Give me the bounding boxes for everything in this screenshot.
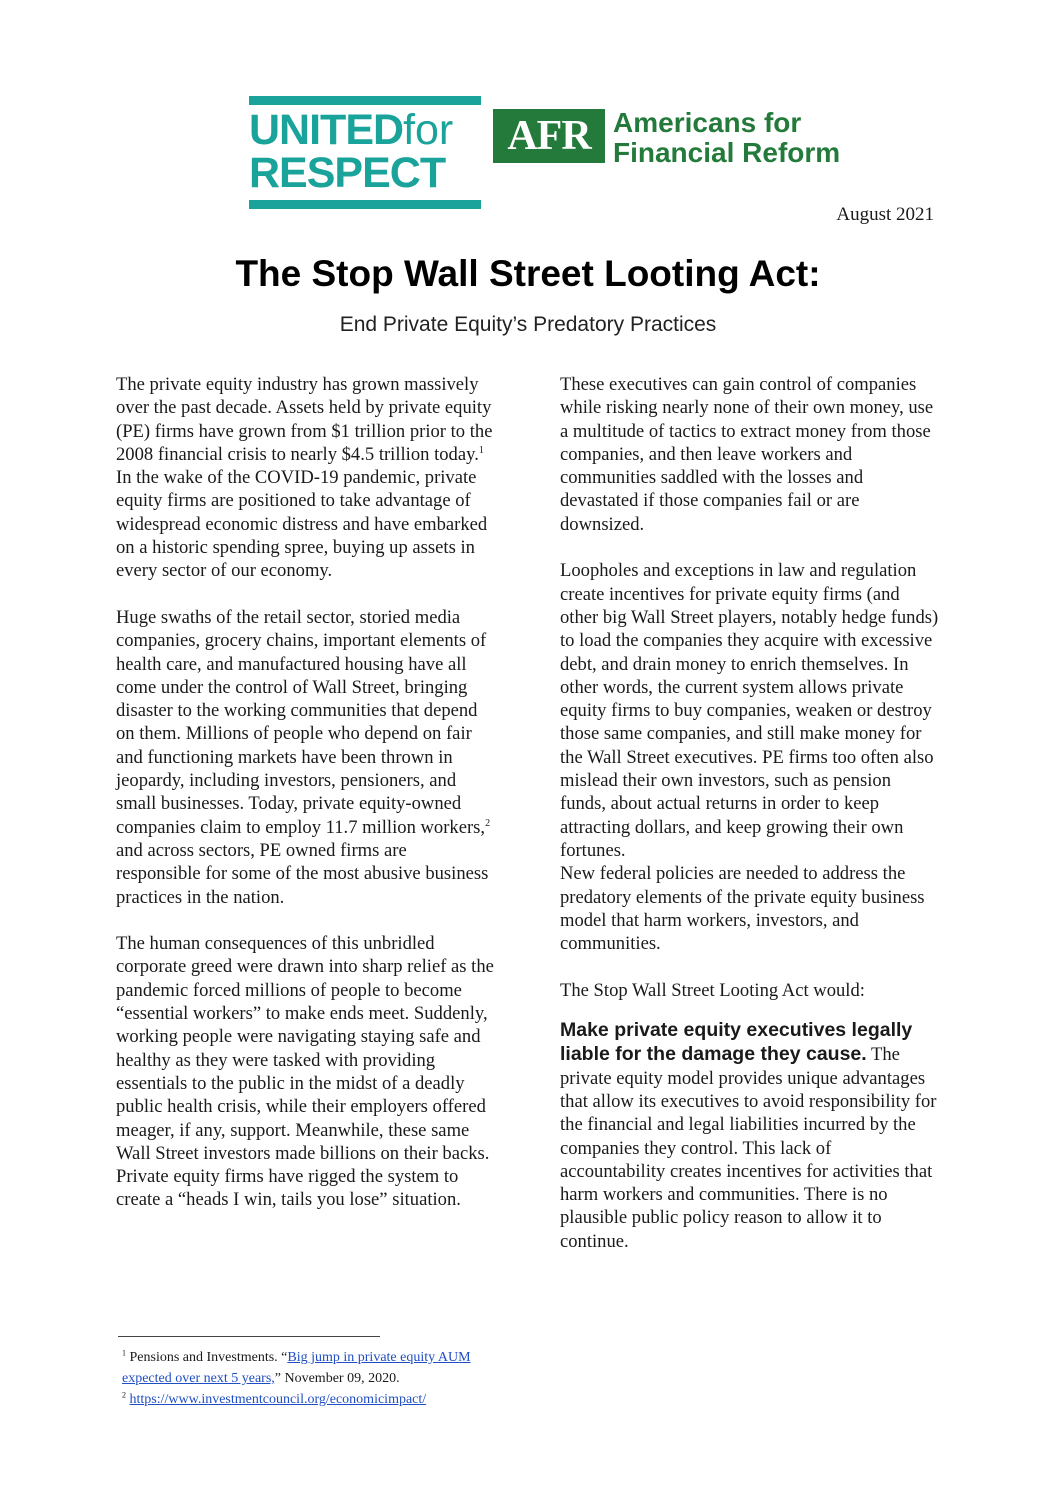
paragraph: Loopholes and exceptions in law and regulation create incentives for private equity firms (and other big Wall Street players, notably hedge funds) to load the companies they acquire with excessive debt, and drain money to enrich themselves. In other words, the current system allows private equity firms to buy companies, weaken or destroy those same companies, and still make money for the Wall Street executives. PE firms too often also mislead their own investors, such as pension funds, about actual returns in order to keep attracting dollars, and keep growing their own fortunes.: [560, 560, 939, 861]
header-logos: [249, 96, 869, 211]
paragraph: Huge swaths of the retail sector, storied media companies, grocery chains, important elements of health care, and manufactured housing have all come under the control of Wall Street, bringing disaster to the working communities that depend on them. Millions of people who depend on fair and functioning markets have been thrown in jeopardy, including investors, pensioners, and small businesses. Today, private equity-owned companies claim to employ 11.7 million workers,$^2$ and across sectors, PE owned firms are responsible for some of the most abusive business practices in the nation.: [116, 606, 491, 908]
section-lead-heading: Make private equity executives legally liable for the damage they cause.: [560, 1019, 913, 1066]
logo-bottom-bar: [249, 200, 481, 209]
afr-logo-box: AFR: [493, 109, 605, 163]
afr-logo-line1: Americans for: [613, 107, 802, 138]
page-title: The Stop Wall Street Looting Act:: [235, 253, 821, 294]
footnote-2-link[interactable]: https://www.investmentcouncil.org/economicimpact/: [129, 1392, 427, 1407]
afr-logo-line2: Financial Reform: [613, 137, 841, 168]
paragraph: These executives can gain control of companies while risking nearly none of their own money, use a multitude of tactics to extract money from those companies, and then leave workers and communities saddled with the losses and devastated if those companies fail or are downsized.: [560, 374, 934, 535]
footnotes: [122, 1347, 502, 1410]
footnote-ref-1[interactable]: 1: [478, 444, 484, 456]
united-for-respect-logo: [249, 96, 481, 210]
left-column: [116, 373, 496, 1212]
afr-logo-text: [613, 108, 840, 168]
logo-top-bar: [249, 96, 481, 105]
footnote-1-link[interactable]: Big jump in private equity AUM expected over next 5 years,: [122, 1350, 471, 1386]
paragraph: The private equity industry has grown massively over the past decade. Assets held by private equity (PE) firms have grown from $1 trillion prior to the 2008 financial crisis to nearly $4.5 trillion today.$^1$ In the wake of the COVID-19 pandemic, private equity firms are positioned to take advantage of widespread economic distress and have embarked on a historic spending spree, buying up assets in every sector of our economy.: [116, 374, 493, 582]
right-column: [560, 373, 940, 1253]
page-subtitle: End Private Equity’s Predatory Practices: [339, 313, 717, 336]
footnote-divider: [118, 1336, 380, 1337]
paragraph: The Stop Wall Street Looting Act would:: [560, 979, 865, 1001]
paragraph: Make private equity executives legally liable for the damage they cause. The private equity model provides unique advantages that allow its executives to avoid responsibility for the financial and legal liabilities incurred by the companies they control. This lack of accountability creates incentives for activities that harm workers and communities. There is no plausible public policy reason to allow it to continue.: [560, 1019, 937, 1252]
logo-for-text: for: [403, 106, 454, 154]
paragraph: New federal policies are needed to address the predatory elements of the private equity business model that harm workers, investors, and communities.: [560, 863, 925, 955]
document-date: August 2021: [836, 204, 934, 225]
footnote-ref-2[interactable]: 2: [485, 817, 491, 829]
paragraph: The human consequences of this unbridled corporate greed were drawn into sharp relief as the pandemic forced millions of people to become “essential workers” to make ends meet. Suddenly, working people were navigating staying safe and healthy as they were tasked with providing essentials to the public in the midst of a deadly public health crisis, while their employers offered meager, if any, support. Meanwhile, these same Wall Street investors made billions on their backs. Private equity firms have rigged the system to create a “heads I win, tails you lose” situation.: [116, 933, 494, 1211]
logo-respect-text: RESPECT: [249, 149, 446, 197]
footnote-2: $^2$ https://www.investmentcouncil.org/economicimpact/: [122, 1390, 427, 1407]
footnote-1: $^1$ Pensions and Investments. “Big jump in private equity AUM expected over next 5 years,” November 09, 2020.: [122, 1348, 471, 1386]
logo-united-text: UNITED: [249, 106, 404, 154]
